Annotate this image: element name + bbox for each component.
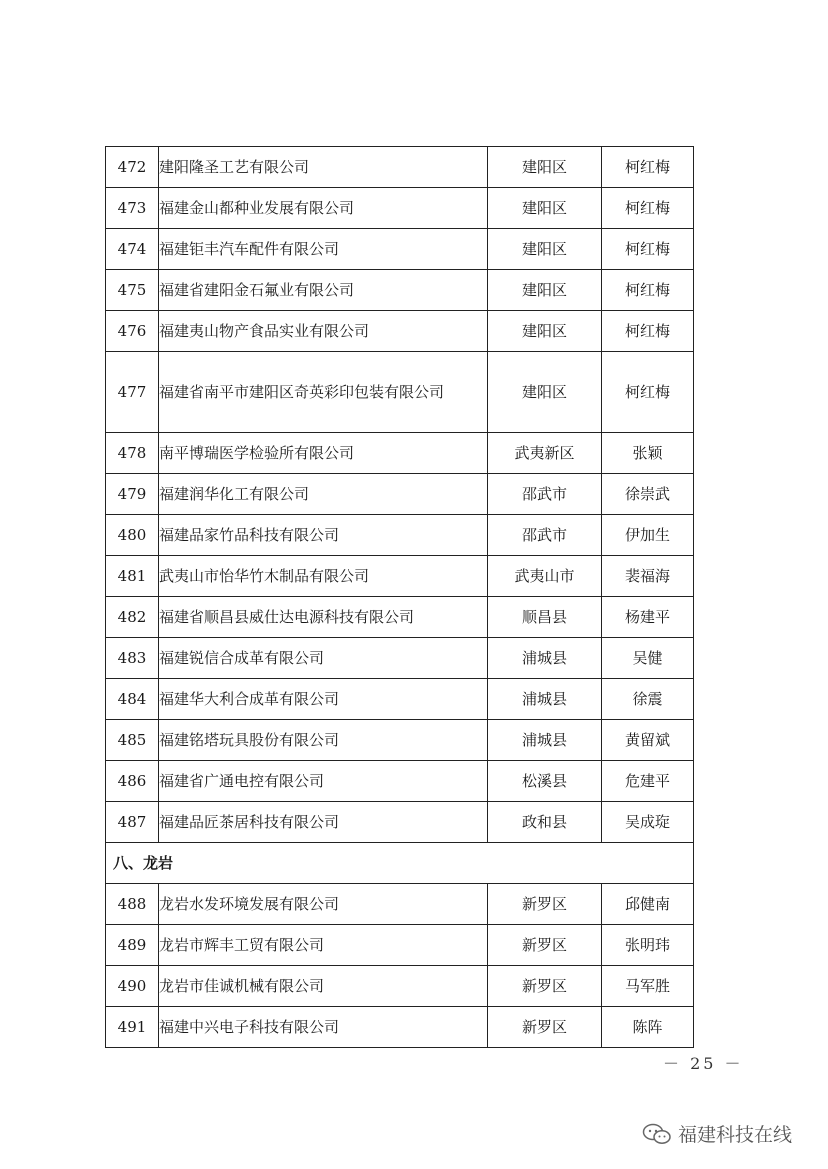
district: 邵武市 (488, 515, 602, 556)
row-number: 488 (106, 884, 159, 925)
company-name: 武夷山市怡华竹木制品有限公司 (159, 556, 488, 597)
district: 武夷新区 (488, 433, 602, 474)
company-name: 福建品匠茶居科技有限公司 (159, 802, 488, 843)
contact-person: 邱健南 (602, 884, 694, 925)
table-row (106, 188, 694, 229)
district: 武夷山市 (488, 556, 602, 597)
contact-person: 徐震 (602, 679, 694, 720)
company-name: 南平博瑞医学检验所有限公司 (159, 433, 488, 474)
section-heading: 八、龙岩 (106, 843, 694, 884)
company-name: 福建中兴电子科技有限公司 (159, 1007, 488, 1048)
contact-person: 柯红梅 (602, 311, 694, 352)
table-row (106, 966, 694, 1007)
table-row (106, 515, 694, 556)
table-row (106, 761, 694, 802)
contact-person: 柯红梅 (602, 147, 694, 188)
company-name: 福建省建阳金石氟业有限公司 (159, 270, 488, 311)
district: 建阳区 (488, 311, 602, 352)
district: 新罗区 (488, 884, 602, 925)
company-name: 龙岩市辉丰工贸有限公司 (159, 925, 488, 966)
contact-person: 危建平 (602, 761, 694, 802)
table-row (106, 638, 694, 679)
company-name: 龙岩市佳诚机械有限公司 (159, 966, 488, 1007)
table-row (106, 352, 694, 433)
contact-person: 杨建平 (602, 597, 694, 638)
company-roster-table (105, 146, 694, 1048)
row-number: 482 (106, 597, 159, 638)
section-row (106, 843, 694, 884)
contact-person: 柯红梅 (602, 352, 694, 433)
table-row (106, 597, 694, 638)
contact-person: 柯红梅 (602, 229, 694, 270)
row-number: 475 (106, 270, 159, 311)
district: 政和县 (488, 802, 602, 843)
contact-person: 马军胜 (602, 966, 694, 1007)
district: 建阳区 (488, 188, 602, 229)
company-name: 龙岩水发环境发展有限公司 (159, 884, 488, 925)
district: 新罗区 (488, 1007, 602, 1048)
company-name: 福建夷山物产食品实业有限公司 (159, 311, 488, 352)
row-number: 489 (106, 925, 159, 966)
row-number: 476 (106, 311, 159, 352)
district: 浦城县 (488, 679, 602, 720)
table-row (106, 147, 694, 188)
district: 建阳区 (488, 270, 602, 311)
row-number: 479 (106, 474, 159, 515)
company-name: 福建润华化工有限公司 (159, 474, 488, 515)
company-name: 福建省南平市建阳区奇英彩印包装有限公司 (159, 352, 488, 433)
district: 邵武市 (488, 474, 602, 515)
row-number: 480 (106, 515, 159, 556)
row-number: 483 (106, 638, 159, 679)
watermark-text: 福建科技在线 (678, 1124, 793, 1146)
contact-person: 陈阵 (602, 1007, 694, 1048)
table-row (106, 884, 694, 925)
company-name: 福建品家竹品科技有限公司 (159, 515, 488, 556)
row-number: 478 (106, 433, 159, 474)
contact-person: 吴健 (602, 638, 694, 679)
district: 新罗区 (488, 925, 602, 966)
company-name: 福建省广通电控有限公司 (159, 761, 488, 802)
district: 新罗区 (488, 966, 602, 1007)
contact-person: 张明玮 (602, 925, 694, 966)
row-number: 484 (106, 679, 159, 720)
company-name: 建阳隆圣工艺有限公司 (159, 147, 488, 188)
table-row (106, 679, 694, 720)
page-number: － 25 － (663, 1054, 744, 1073)
row-number: 472 (106, 147, 159, 188)
wechat-icon (642, 1123, 672, 1145)
district: 浦城县 (488, 720, 602, 761)
district: 顺昌县 (488, 597, 602, 638)
district: 建阳区 (488, 229, 602, 270)
contact-person: 张颖 (602, 433, 694, 474)
contact-person: 黄留斌 (602, 720, 694, 761)
wechat-watermark (642, 1120, 792, 1147)
contact-person: 徐崇武 (602, 474, 694, 515)
district: 松溪县 (488, 761, 602, 802)
contact-person: 裴福海 (602, 556, 694, 597)
row-number: 473 (106, 188, 159, 229)
table-row (106, 720, 694, 761)
row-number: 487 (106, 802, 159, 843)
table-row (106, 556, 694, 597)
table-row (106, 925, 694, 966)
district: 建阳区 (488, 352, 602, 433)
table-row (106, 311, 694, 352)
contact-person: 柯红梅 (602, 270, 694, 311)
table-row (106, 802, 694, 843)
contact-person: 伊加生 (602, 515, 694, 556)
company-name: 福建华大利合成革有限公司 (159, 679, 488, 720)
row-number: 477 (106, 352, 159, 433)
row-number: 481 (106, 556, 159, 597)
company-name: 福建锐信合成革有限公司 (159, 638, 488, 679)
company-name: 福建省顺昌县威仕达电源科技有限公司 (159, 597, 488, 638)
district: 建阳区 (488, 147, 602, 188)
row-number: 474 (106, 229, 159, 270)
table-row (106, 229, 694, 270)
table-row (106, 270, 694, 311)
contact-person: 吴成琁 (602, 802, 694, 843)
table-row (106, 433, 694, 474)
company-name: 福建金山都种业发展有限公司 (159, 188, 488, 229)
row-number: 485 (106, 720, 159, 761)
contact-person: 柯红梅 (602, 188, 694, 229)
row-number: 491 (106, 1007, 159, 1048)
district: 浦城县 (488, 638, 602, 679)
table-row (106, 1007, 694, 1048)
row-number: 490 (106, 966, 159, 1007)
row-number: 486 (106, 761, 159, 802)
company-name: 福建铭塔玩具股份有限公司 (159, 720, 488, 761)
company-name: 福建钜丰汽车配件有限公司 (159, 229, 488, 270)
table-row (106, 474, 694, 515)
